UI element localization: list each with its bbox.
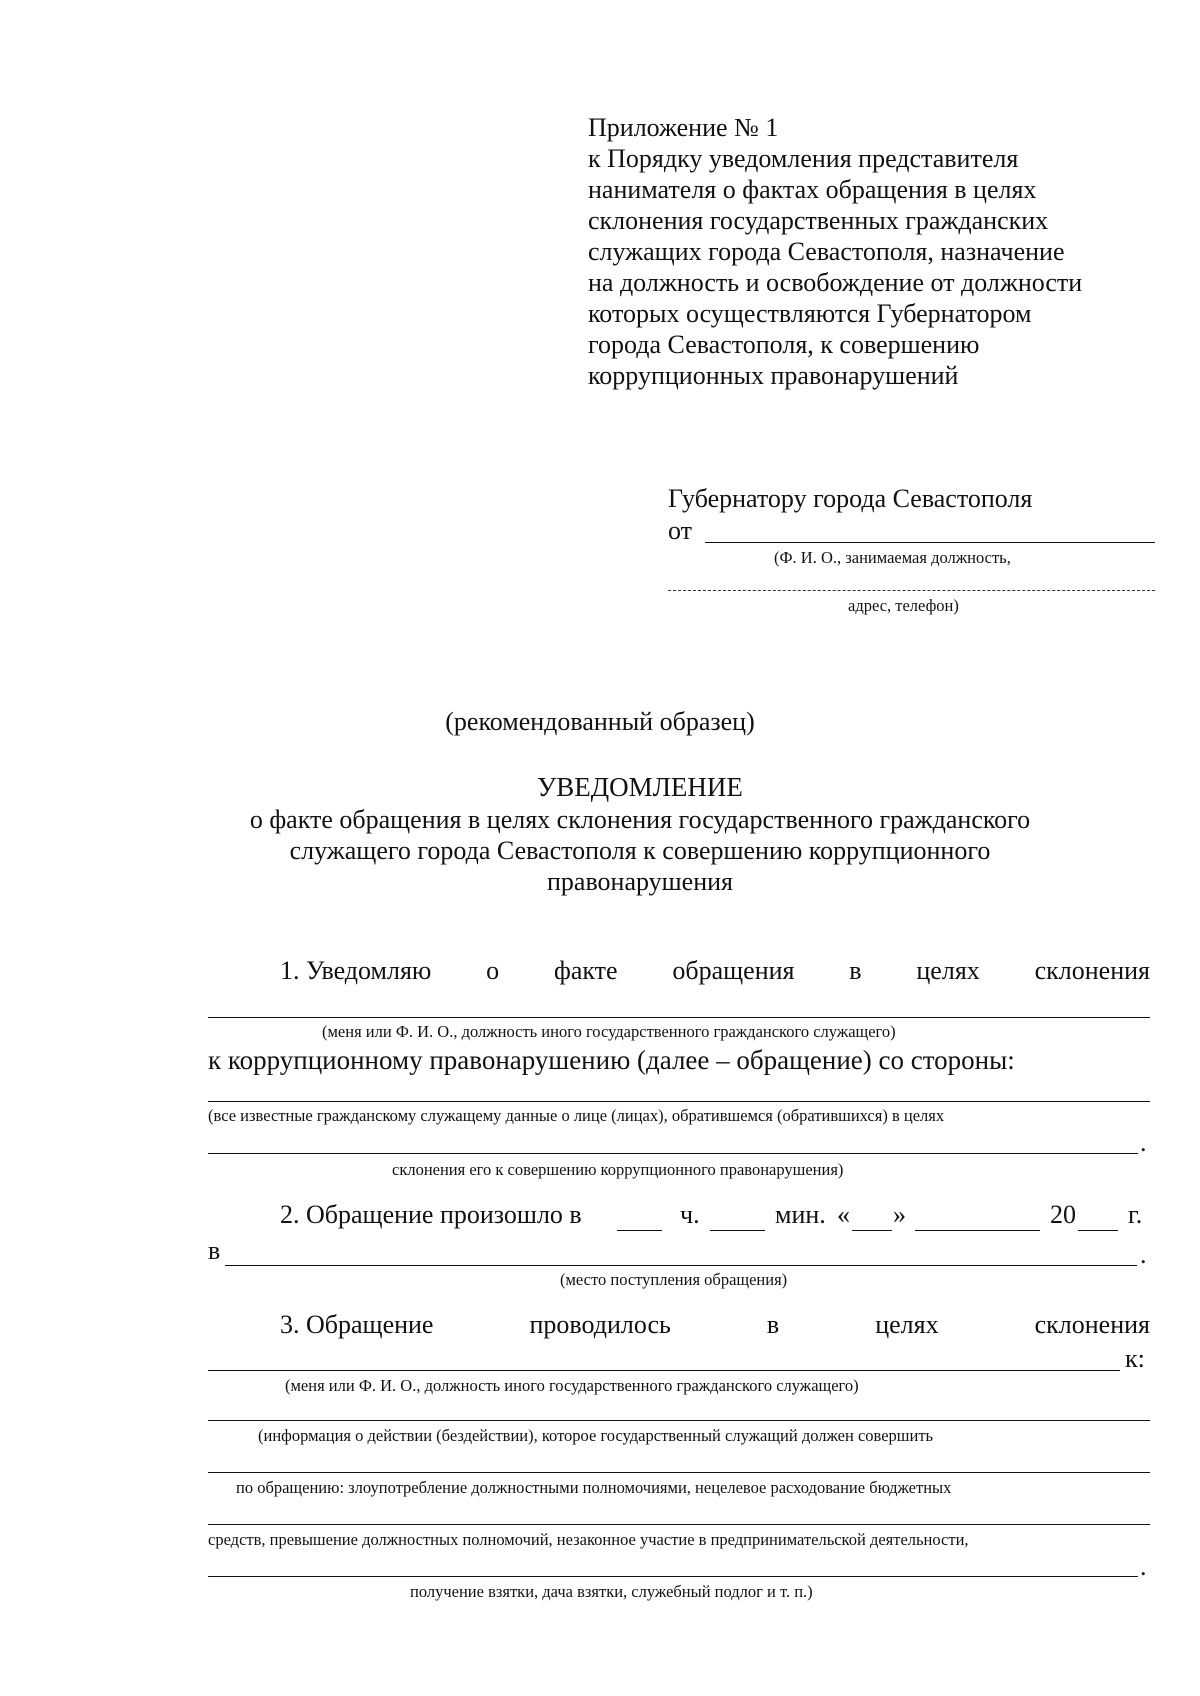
title-heading: УВЕДОМЛЕНИЕ xyxy=(537,772,743,802)
item2-year-field[interactable] xyxy=(1078,1230,1118,1231)
address-underline[interactable] xyxy=(668,590,1155,591)
item2-hint-place: (место поступления обращения) xyxy=(560,1270,788,1289)
addressee-hint-name: (Ф. И. О., занимаемая должность, xyxy=(774,548,1011,567)
item1-first-line xyxy=(280,956,1150,986)
item1-person-underline[interactable] xyxy=(208,1017,1150,1018)
item3-action-underline-2[interactable] xyxy=(208,1472,1150,1473)
from-underline[interactable] xyxy=(705,542,1155,543)
item3-hint-person: (меня или Ф. И. О., должность иного государственного гражданского служащего) xyxy=(285,1376,859,1395)
appendix-line: коррупционных правонарушений xyxy=(588,361,959,390)
item1-source-underline-2[interactable] xyxy=(208,1153,1138,1154)
item2-text: 2. Обращение произошло в xyxy=(280,1200,582,1229)
item1-word: о xyxy=(486,956,500,985)
appendix-line: склонения государственных гражданских xyxy=(588,206,1049,235)
item2-hour-field[interactable] xyxy=(617,1230,662,1231)
item3-action-underline-3[interactable] xyxy=(208,1524,1150,1525)
item3-word: 3. Обращение xyxy=(280,1310,434,1339)
item1-word: 1. Уведомляю xyxy=(280,956,432,985)
item2-quote-close: » xyxy=(893,1200,906,1229)
item1-second-line: к коррупционному правонарушению (далее – обращение) со стороны: xyxy=(208,1045,1015,1075)
item1-hint-purpose: склонения его к совершению коррупционного правонарушения) xyxy=(392,1160,844,1179)
item3-k-label: к: xyxy=(1125,1344,1145,1373)
item2-year-suffix: г. xyxy=(1128,1200,1143,1229)
item1-word: целях xyxy=(916,956,980,985)
item3-word: целях xyxy=(875,1310,939,1339)
item3-hint-bribe: получение взятки, дача взятки, служебный подлог и т. п.) xyxy=(410,1582,813,1601)
item2-hour-label: ч. xyxy=(680,1200,700,1229)
appendix-line: к Порядку уведомления представителя xyxy=(588,144,1019,173)
item3-hint-excess: средств, превышение должностных полномочий, незаконное участие в предпринимательской деятельности, xyxy=(208,1530,969,1549)
title-line: о факте обращения в целях склонения государственного гражданского xyxy=(249,805,1031,834)
title-line: служащего города Севастополя к совершению коррупционного xyxy=(289,836,991,865)
item3-dot: . xyxy=(1140,1552,1147,1581)
item2-dot: . xyxy=(1140,1240,1147,1269)
item2-quote-open: « xyxy=(837,1200,850,1229)
item1-dot: . xyxy=(1140,1128,1147,1157)
item1-word: в xyxy=(849,956,862,985)
item1-word: склонения xyxy=(1034,956,1150,985)
item3-action-underline-4[interactable] xyxy=(208,1576,1138,1577)
item3-first-line xyxy=(280,1310,1150,1340)
item1-word: обращения xyxy=(672,956,795,985)
appendix-line: города Севастополя, к совершению xyxy=(588,330,980,359)
item1-source-underline[interactable] xyxy=(208,1101,1150,1102)
sample-label: (рекомендованный образец) xyxy=(445,707,755,736)
appendix-header xyxy=(588,112,1148,391)
addressee-to: Губернатору города Севастополя xyxy=(668,484,1033,513)
document-title xyxy=(200,770,1080,897)
item1-word: факте xyxy=(553,956,618,985)
item3-word: в xyxy=(766,1310,780,1339)
item2-place-field[interactable] xyxy=(225,1265,1137,1266)
item3-hint-abuse: по обращению: злоупотребление должностными полномочиями, нецелевое расходование бюджетных xyxy=(236,1478,952,1497)
appendix-line: нанимателя о фактах обращения в целях xyxy=(588,175,1037,204)
item3-hint-action: (информация о действии (бездействии), которое государственный служащий должен совершить xyxy=(258,1426,934,1445)
appendix-line: которых осуществляются Губернатором xyxy=(588,299,1032,328)
item3-word: проводилось xyxy=(529,1310,671,1339)
item1-hint-source: (все известные гражданскому служащему данные о лице (лицах), обратившемся (обратившихся) в целях xyxy=(208,1106,945,1125)
addressee-hint-address: адрес, телефон) xyxy=(848,596,959,615)
item1-hint-person: (меня или Ф. И. О., должность иного государственного гражданского служащего) xyxy=(322,1022,896,1041)
item2-minute-field[interactable] xyxy=(710,1230,765,1231)
item3-word: склонения xyxy=(1034,1310,1150,1339)
item2-minute-label: мин. xyxy=(775,1200,826,1229)
item2-year-prefix: 20 xyxy=(1050,1200,1076,1229)
appendix-line: служащих города Севастополя, назначение xyxy=(588,237,1065,266)
item3-action-underline-1[interactable] xyxy=(208,1420,1150,1421)
item2-in-label: в xyxy=(208,1236,221,1265)
item2-month-field[interactable] xyxy=(915,1230,1040,1231)
addressee-from-label: от xyxy=(668,516,693,545)
appendix-line: Приложение № 1 xyxy=(588,113,779,142)
item2-day-field[interactable] xyxy=(852,1230,892,1231)
appendix-line: на должность и освобождение от должности xyxy=(588,268,1083,297)
title-line: правонарушения xyxy=(546,867,733,896)
item3-person-underline[interactable] xyxy=(208,1370,1120,1371)
